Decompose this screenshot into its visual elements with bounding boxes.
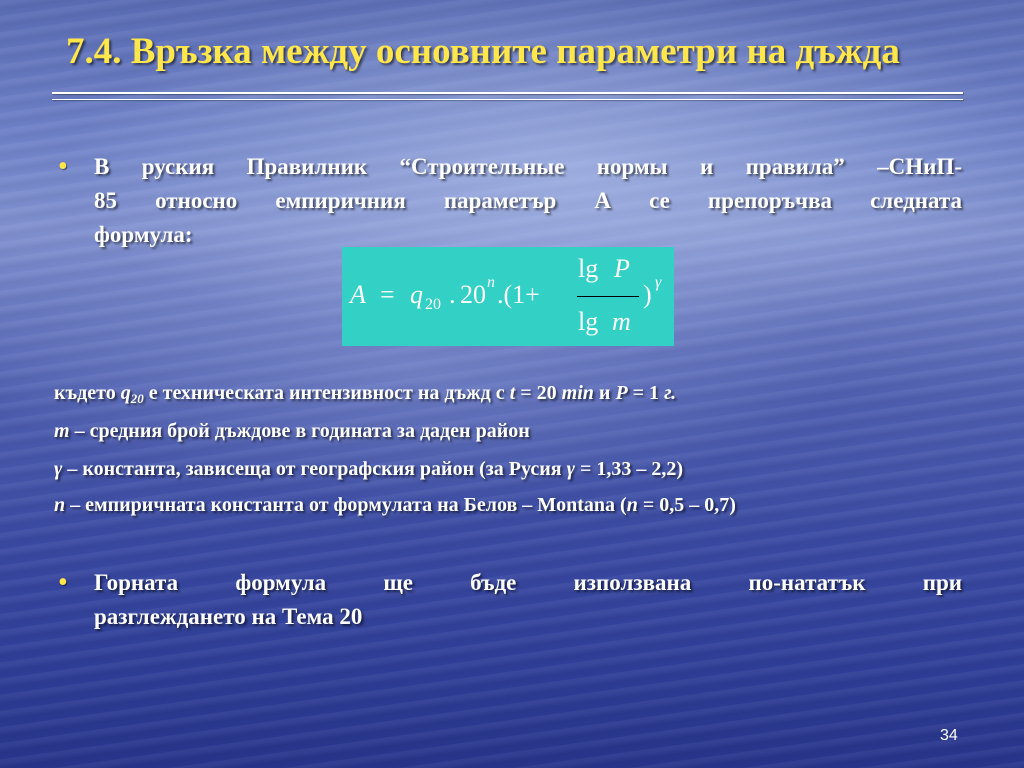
- definition-P-value: = 1: [627, 382, 665, 404]
- formula-close-group: ): [643, 280, 652, 309]
- definition-m-text: – средния брой дъждове в годината за даден район: [69, 420, 530, 442]
- definition-q20-sub: 20: [130, 391, 144, 406]
- slide-title: 7.4. Връзка между основните параметри на дъжда: [66, 31, 900, 72]
- bullet-1-line-3: формула:: [94, 222, 193, 247]
- bullet-1-line-1: В руския Правилник “Строительные нормы и правила” –СНиП-: [94, 154, 962, 179]
- formula-base: 20: [460, 280, 486, 309]
- bullet-dot-icon: •: [58, 151, 68, 182]
- bullet-2-text: [94, 566, 962, 634]
- definition-gamma: [54, 458, 683, 481]
- formula-gamma-exponent: γ: [655, 274, 662, 291]
- definition-m: [54, 420, 530, 443]
- bullet-item-2: [58, 566, 962, 638]
- page-number: 34: [940, 727, 958, 744]
- formula-q-subscript: 20: [425, 296, 441, 313]
- formula-numerator-var: P: [614, 254, 630, 283]
- formula-exponent: n: [487, 274, 495, 291]
- bullet-1-line-2: 85 относно емпиричния параметър А се препоръчва следната: [94, 188, 962, 213]
- bullet-dot-icon: •: [58, 567, 68, 598]
- definition-t-value: = 20: [515, 382, 562, 404]
- title-divider-bottom: [52, 99, 963, 100]
- title-divider-top: [52, 92, 963, 94]
- formula-equals: =: [380, 280, 395, 309]
- formula-lhs: A: [350, 280, 366, 309]
- bullet-2-line-2: разглеждането на Тема 20: [94, 604, 363, 629]
- definition-t-var: t: [509, 382, 516, 404]
- definition-n-text: – емпиричната константа от формулата на Белов – Montana (: [65, 494, 627, 516]
- definition-gamma-text: – константа, зависеща от географския район (за Русия: [62, 458, 567, 480]
- formula-denominator-var: m: [612, 307, 631, 336]
- definition-q20: [54, 382, 676, 407]
- formula-fraction-bar: [577, 296, 639, 297]
- formula-denominator-lg: lg: [578, 307, 599, 336]
- bullet-2-line-1: Горната формула ще бъде използвана по-нататък при: [94, 570, 962, 595]
- definition-year-unit: г.: [664, 382, 677, 404]
- formula-q: q: [410, 280, 423, 309]
- definition-n-range: = 0,5 – 0,7): [637, 494, 736, 516]
- definition-n: [54, 494, 736, 517]
- formula-open-group: .(1+: [497, 280, 540, 309]
- definition-q20-var: q: [120, 382, 131, 404]
- formula-numerator-lg: lg: [578, 254, 599, 283]
- definition-and: и: [593, 382, 616, 404]
- definition-gamma-var-2: γ: [566, 458, 575, 480]
- definition-m-var: m: [54, 420, 70, 442]
- definition-q20-text: е техническата интензивност на дъжд с: [143, 382, 510, 404]
- bullet-item-1: [58, 150, 962, 260]
- bullet-1-text: [94, 150, 962, 252]
- definition-n-var: n: [54, 494, 66, 516]
- definition-min-unit: min: [561, 382, 594, 404]
- definition-P-var: P: [615, 382, 628, 404]
- definition-n-var-2: n: [626, 494, 638, 516]
- definition-gamma-var: γ: [54, 458, 63, 480]
- definition-q20-prefix: където: [54, 382, 121, 404]
- definition-gamma-range: = 1,33 – 2,2): [574, 458, 684, 480]
- formula-dot: .: [449, 280, 456, 309]
